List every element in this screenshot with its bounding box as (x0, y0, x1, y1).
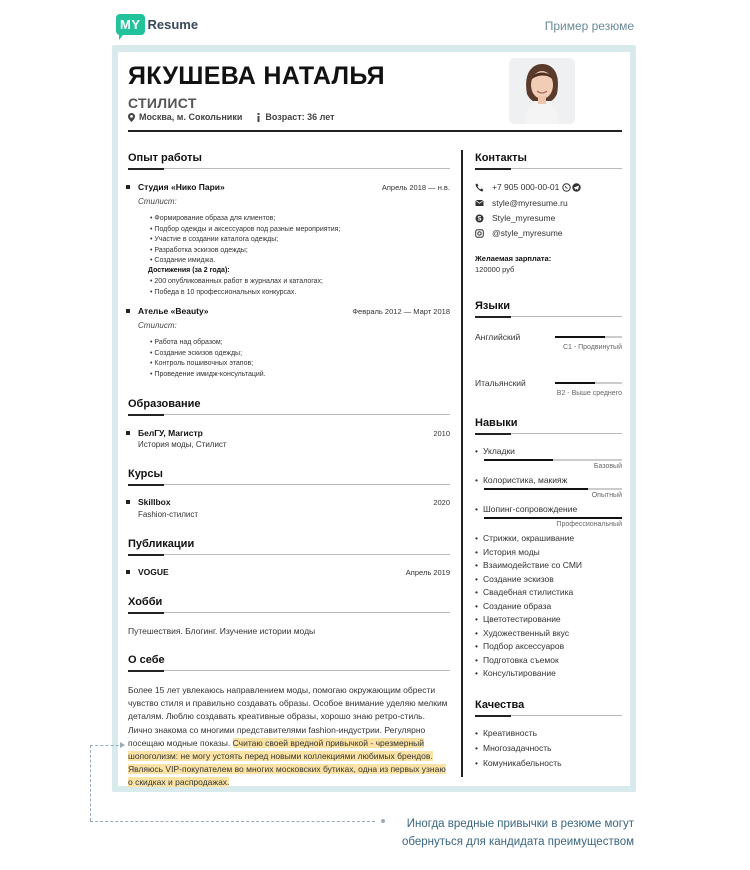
skill-item: • Свадебная стилистика (475, 587, 573, 597)
header-divider (128, 130, 622, 132)
skype-text: Style_myresume (492, 213, 556, 223)
job-bullet (126, 185, 130, 189)
job-company: Студия «Нико Пари» (138, 182, 225, 192)
skill-item: • Подготовка съемок (475, 655, 559, 665)
instagram-icon (475, 229, 484, 238)
education-rule (128, 414, 450, 415)
skill-item: • Подбор аксессуаров (475, 641, 564, 651)
annotation-connector (90, 821, 375, 822)
column-divider (461, 150, 463, 777)
language-bar-fill (555, 336, 605, 338)
language-level: C1 - Продвинутый (562, 344, 622, 351)
about-highlight: Считаю своей вредной привычкой - чрезмерный шопоголизм: не могу устоять перед новыми коллекциями любимых брендов. Являюсь VIP-покупателем во многих московских бутиках, одна из первых узнаю о скидках и распродажах. (128, 737, 446, 788)
list-item: • Разработка эскизов одежды; (150, 246, 340, 257)
list-item: • Участие в создании каталога одежды; (150, 235, 340, 246)
skill-item: • Создание эскизов (475, 574, 554, 584)
note-line: Иногда вредные привычки в резюме могут (406, 818, 634, 830)
skill-item: • Стрижки, окрашивание (475, 533, 574, 543)
qualities-title: Качества (475, 699, 525, 711)
skill-bar-fill (484, 459, 553, 461)
skill-bar-fill (484, 488, 588, 490)
instagram-text: @style_myresume (492, 228, 563, 238)
phone-text: +7 905 000-00-01 (492, 182, 560, 192)
education-bullet (126, 431, 130, 435)
person-role: СТИЛИСТ (128, 95, 197, 111)
skills-title: Навыки (475, 417, 518, 429)
list-item: • 200 опубликованных работ в журналах и каталогах; (150, 277, 323, 288)
annotation-note (402, 815, 634, 851)
skills-rule (475, 433, 622, 434)
course-year: 2020 (433, 498, 450, 507)
publication-bullet (126, 570, 130, 574)
language-name: Английский (475, 332, 521, 342)
skill-bar (484, 459, 622, 461)
annotation-connector (90, 745, 91, 821)
skill-level: Профессиональный (556, 521, 622, 528)
age-text: Возраст: 36 лет (265, 112, 335, 122)
achievements-title: Достижения (за 2 года): (148, 267, 230, 274)
skype-icon (475, 214, 484, 223)
job-dates: Февраль 2012 — Март 2018 (352, 307, 450, 316)
list-item: • Контроль пошивочных этапов; (150, 359, 266, 370)
job-position: Стилист: (138, 197, 177, 206)
language-level: B2 - Выше среднего (556, 390, 622, 397)
job-achievements (150, 277, 323, 298)
about-rule (128, 670, 450, 671)
language-name: Итальянский (475, 378, 526, 388)
job-duties (150, 338, 266, 380)
location-pin-icon (128, 113, 135, 122)
list-item: • Работа над образом; (150, 338, 266, 349)
list-item: • Формирование образа для клиентов; (150, 214, 340, 225)
contact-phone[interactable] (475, 182, 581, 192)
education-school: БелГУ, Магистр (138, 428, 203, 438)
courses-title: Курсы (128, 468, 163, 480)
job-dates: Апрель 2018 — н.в. (381, 183, 450, 192)
experience-title: Опыт работы (128, 152, 202, 164)
publication-date: Апрель 2019 (405, 568, 450, 577)
language-bar (555, 336, 622, 338)
skill-item: • Взаимодействие со СМИ (475, 560, 582, 570)
language-bar (555, 382, 622, 384)
skill-item: • Консультирование (475, 668, 556, 678)
list-item: • Создание эскизов одежды; (150, 349, 266, 360)
salary-label: Желаемая зарплата: (475, 254, 552, 263)
job-bullet (126, 309, 130, 313)
job-duties (150, 214, 340, 267)
list-item: • Подбор одежды и аксессуаров под разные мероприятия; (150, 225, 340, 236)
hobby-text: Путешествия. Блогинг. Изучение истории моды (128, 626, 316, 636)
about-title: О себе (128, 654, 165, 666)
courses-rule (128, 484, 450, 485)
skill-level: Опытный (591, 492, 622, 499)
email-icon (475, 199, 484, 207)
quality-item: • Креативность (475, 728, 537, 738)
hobby-rule (128, 612, 450, 613)
language-bar-fill (555, 382, 595, 384)
annotation-arrow-icon (120, 742, 125, 748)
whatsapp-icon (562, 183, 571, 192)
skill-level: Базовый (593, 463, 622, 470)
skill-item: • Художественный вкус (475, 628, 569, 638)
publications-title: Публикации (128, 538, 195, 550)
experience-rule (128, 168, 450, 169)
logo[interactable] (116, 14, 198, 35)
job-position: Стилист: (138, 321, 177, 330)
education-title: Образование (128, 398, 201, 410)
svg-text:S: S (477, 215, 482, 223)
publication-name: VOGUE (138, 567, 169, 577)
telegram-icon (572, 183, 581, 192)
contact-email[interactable] (475, 198, 568, 208)
contacts-rule (475, 168, 622, 169)
annotation-dot (381, 819, 385, 823)
skill-item: • Цветотестирование (475, 614, 561, 624)
note-line: обернуться для кандидата преимуществом (401, 836, 634, 848)
about-plain: Более 15 лет увлекаюсь направлением моды, помогаю окружающим обрести чувство стиля и правильно создавать образы. Особое внимание уделяю мелким деталям. Люблю создавать креативные образы, хорошо знаю ретро-стиль. Лично знакома со многими представителями fashion-индустрии. Регулярно посещаю модные показы. (128, 685, 448, 748)
person-meta (128, 112, 335, 122)
course-field: Fashion-стилист (138, 510, 199, 519)
logo-badge: MY (116, 14, 145, 35)
education-field: История моды, Стилист (138, 440, 227, 449)
skill-item: • Шопинг-сопровождение (475, 504, 577, 514)
list-item: • Проведение имидж-консультаций. (150, 370, 266, 381)
job-company: Ателье «Beauty» (138, 306, 209, 316)
annotation-connector (90, 745, 124, 746)
publications-rule (128, 554, 450, 555)
skill-item: • Укладки (475, 446, 515, 456)
email-text: style@myresume.ru (492, 198, 568, 208)
sample-label: Пример резюме (544, 19, 634, 33)
skill-bar (484, 488, 622, 490)
quality-item: • Многозадачность (475, 743, 552, 753)
languages-title: Языки (475, 300, 511, 312)
location-text: Москва, м. Сокольники (139, 112, 243, 122)
about-text (128, 684, 450, 790)
list-item: • Создание имиджа. (150, 256, 340, 267)
info-icon (256, 113, 261, 122)
skill-item: • Создание образа (475, 601, 551, 611)
quality-item: • Комуникабельность (475, 758, 562, 768)
profile-photo (509, 58, 575, 124)
languages-rule (475, 316, 622, 317)
course-name: Skillbox (138, 497, 171, 507)
course-bullet (126, 500, 130, 504)
skill-item: • История моды (475, 547, 540, 557)
education-year: 2010 (433, 429, 450, 438)
contact-instagram[interactable] (475, 228, 563, 238)
skill-bar-fill (484, 517, 622, 519)
contact-skype[interactable] (475, 213, 555, 223)
salary-value: 120000 руб (475, 265, 515, 274)
skill-item: • Колористика, макияж (475, 475, 567, 485)
phone-icon (475, 183, 484, 192)
list-item: • Победа в 10 профессиональных конкурсах. (150, 288, 323, 299)
person-name: ЯКУШЕВА НАТАЛЬЯ (128, 62, 385, 90)
contacts-title: Контакты (475, 152, 527, 164)
hobby-title: Хобби (128, 596, 163, 608)
skill-bar (484, 517, 622, 519)
logo-text: Resume (147, 17, 199, 32)
qualities-rule (475, 715, 622, 716)
